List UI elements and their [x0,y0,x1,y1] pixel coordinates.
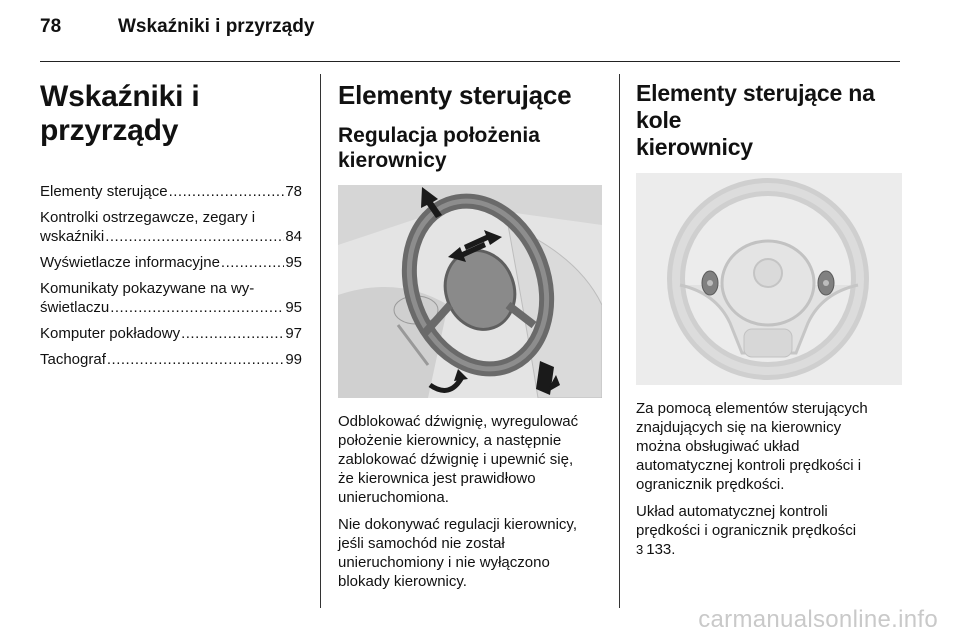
text-line: Za pomocą elementów sterujących [636,400,868,417]
toc-entry-text: Komputer pokładowy [40,325,181,342]
text-line: ogranicznik prędkości. [636,476,785,493]
instruction-paragraph [338,412,602,507]
text-line: jeśli samochód nie został [338,535,505,552]
subsection-title [338,123,602,173]
text-line: Nie dokonywać regulacji kierownicy, [338,516,577,533]
text-line: można obsługiwać układ [636,438,800,455]
toc-leader-dots [169,182,285,201]
page-header [0,0,960,62]
toc-entry-text: świetlaczu [40,299,110,316]
subsection-title-line: kierownicy [338,149,447,172]
toc-page-number: 95 [285,254,302,271]
page-reference [636,540,902,559]
toc-entry[interactable] [40,253,302,272]
reference-page: 133. [646,541,676,558]
toc-entry-text: Elementy sterujące [40,183,168,200]
toc-entry-text: Wyświetlacze informacyjne [40,254,220,271]
steering-adjust-column [338,62,602,591]
column-divider [320,74,321,608]
running-title: Wskaźniki i przyrządy [118,16,315,37]
toc-leader-dots [110,298,284,317]
cruise-control-right-buttons-icon [818,271,834,295]
description-paragraph [636,399,902,494]
steering-adjustment-illustration [338,185,602,398]
text-line: zablokować dźwignię i upewnić się, [338,451,574,468]
section-title-line: kierownicy [636,134,753,160]
text-line: prędkości i ogranicznik prędkości [636,522,857,539]
section-title: Elementy sterujące [338,80,572,110]
toc-column [40,62,302,376]
toc-page-number: 99 [285,351,302,368]
watermark: carmanualsonline.info [698,606,938,633]
toc-entry-text: Kontrolki ostrzegawcze, zegary i [40,209,256,226]
text-line: że kierownica jest prawidłowo [338,470,536,487]
toc-leader-dots [105,227,284,246]
chapter-title: Wskaźniki i przyrządy [40,80,200,147]
toc-page-number: 97 [285,325,302,342]
warning-paragraph [338,515,602,591]
column-divider [619,74,620,608]
subsection-title-line: Regulacja położenia [338,124,540,147]
reference-paragraph [636,502,902,559]
text-line: blokady kierownicy. [338,573,467,590]
reference-icon: 3 [636,542,644,557]
section-title-line: Elementy sterujące na kole [636,80,875,133]
toc-entry-text: Tachograf [40,351,106,368]
toc-entry[interactable] [40,182,302,201]
toc-entry[interactable] [40,324,302,343]
wheel-controls-column [636,62,902,559]
text-line: unieruchomiony i nie wyłączono [338,554,550,571]
text-line: Układ automatycznej kontroli [636,503,828,520]
text-line: Odblokować dźwignię, wyregulować [338,413,579,430]
text-line: położenie kierownicy, a następnie [338,432,562,449]
page-number: 78 [40,16,62,37]
toc-entry-text: wskaźniki [40,228,105,245]
text-line: znajdujących się na kierownicy [636,419,842,436]
toc-entry[interactable] [40,208,302,246]
toc-page-number: 95 [285,299,302,316]
cruise-control-left-buttons-icon [702,271,718,295]
toc-page-number: 84 [285,228,302,245]
toc-leader-dots [221,253,284,272]
toc-page-number: 78 [285,183,302,200]
toc-entry[interactable] [40,279,302,317]
toc-entry-text: Komunikaty pokazywane na wy- [40,280,255,297]
toc-entry[interactable] [40,350,302,369]
toc-leader-dots [107,350,284,369]
toc-leader-dots [181,324,284,343]
steering-wheel-illustration [636,173,902,385]
text-line: automatycznej kontroli prędkości i [636,457,862,474]
section-title [636,80,902,161]
text-line: unieruchomiona. [338,489,449,506]
table-of-contents [40,182,302,369]
